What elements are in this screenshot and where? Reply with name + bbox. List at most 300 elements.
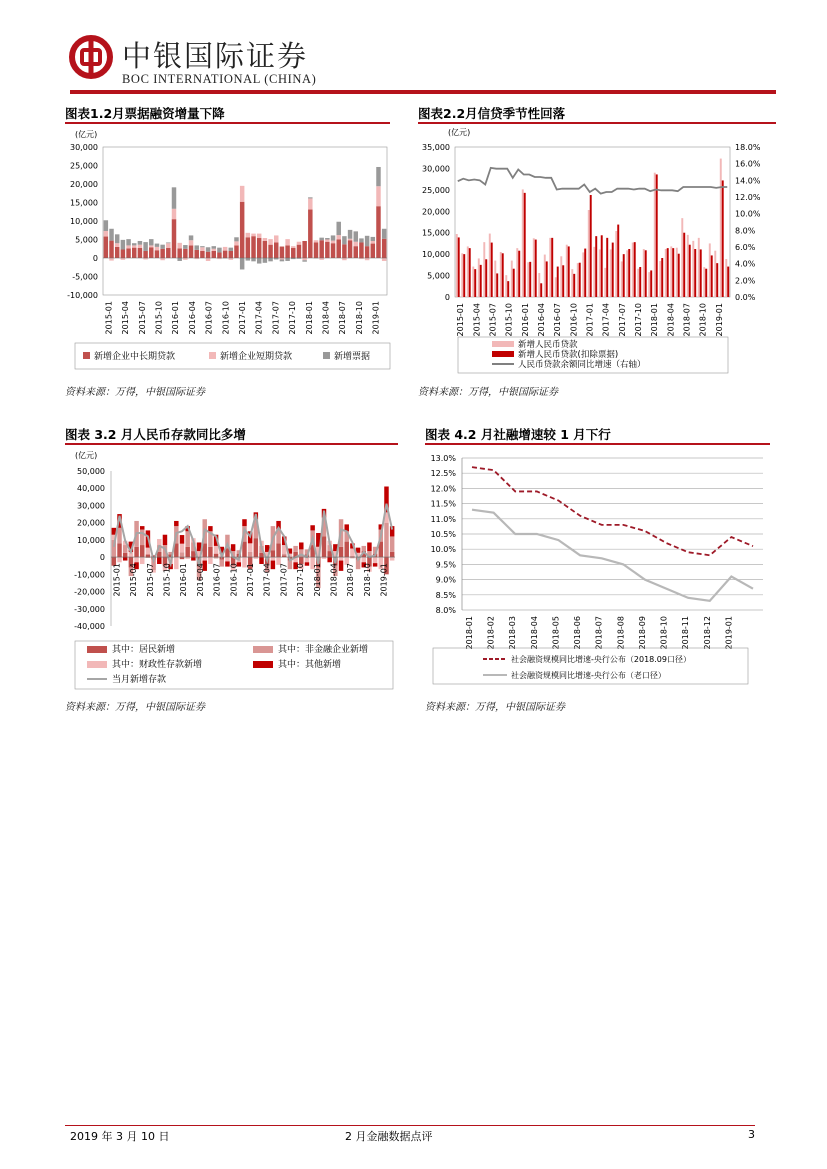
chart1-x-tick-label: 2018-07	[338, 301, 348, 335]
chart2-legend-swatch	[492, 341, 514, 347]
chart2-x-tick-label: 2016-01	[520, 303, 530, 337]
chart2-x-tick-label: 2017-01	[585, 303, 595, 337]
chart2-bar-loan	[648, 272, 650, 297]
chart2-title-rule	[418, 122, 776, 124]
chart1-bar-longterm	[268, 245, 272, 258]
chart4-x-tick-label: 2019-01	[724, 616, 734, 650]
chart3-bar-household	[180, 557, 184, 559]
chart2-bar-loan-ex-bill	[672, 248, 674, 297]
chart1-bar-shortterm	[274, 235, 278, 242]
chart2-bar-loan	[703, 267, 705, 297]
chart2-title: 图表2.2月信贷季节性回落	[418, 106, 566, 121]
chart2-bar-loan	[643, 249, 645, 297]
chart1-bar-longterm	[257, 238, 261, 258]
chart2-source: 资料来源：万得，中银国际证券	[418, 387, 558, 398]
chart1-title: 图表1.2月票据融资增量下降	[65, 106, 225, 121]
chart3-bar-other	[299, 542, 303, 549]
chart1-bar-shortterm	[354, 242, 358, 246]
chart1-bar-bill	[348, 230, 352, 239]
chart4-x-tick-label: 2018-03	[508, 616, 518, 650]
chart2-bar-loan	[544, 255, 546, 297]
chart1-bar-bill	[155, 244, 159, 247]
chart1-bar-bill	[325, 238, 329, 239]
chart3-bar-household	[322, 536, 326, 557]
chart2-y-tick-label: 15,000	[422, 228, 450, 238]
chart3-bar-corporate	[185, 531, 189, 547]
chart1-bar-bill	[336, 222, 340, 235]
chart3-bar-fiscal	[174, 557, 178, 569]
chart3-bar-corporate	[117, 528, 121, 544]
chart1-bar-longterm	[336, 240, 340, 259]
chart3-bar-corporate	[384, 523, 388, 557]
chart2-bar-loan-ex-bill	[463, 254, 465, 297]
company-name-cn: 中银国际证券	[122, 39, 309, 73]
chart1-bar-longterm	[234, 245, 238, 258]
chart4-x-tick-label: 2018-04	[529, 616, 539, 650]
chart2-bar-loan	[483, 242, 485, 297]
chart2-bar-loan-ex-bill	[573, 274, 575, 297]
chart1-bar-longterm	[354, 246, 358, 258]
chart2-legend-label: 人民币贷款余额同比增速（右轴）	[518, 360, 646, 370]
chart2-bar-loan-ex-bill	[568, 246, 570, 297]
chart2-y2-tick-label: 16.0%	[735, 159, 761, 169]
chart2-bar-loan-ex-bill	[606, 238, 608, 297]
chart1-bar-shortterm	[149, 245, 153, 247]
chart1-bar-shortterm	[376, 186, 380, 206]
chart4-x-tick-label: 2018-05	[551, 616, 561, 650]
chart1-bar-bill	[263, 258, 267, 263]
chart4-x-tick-label: 2018-09	[637, 616, 647, 650]
chart1-x-tick-label: 2016-07	[204, 301, 214, 335]
chart4-y-tick-label: 12.5%	[430, 469, 456, 479]
chart3-bar-household	[390, 552, 394, 557]
chart4-x-tick-label: 2018-08	[616, 616, 626, 650]
chart3-bar-other	[163, 535, 167, 545]
chart2-legend-label: 新增人民币贷款(扣除票据)	[518, 350, 619, 360]
chart1-bar-shortterm	[268, 239, 272, 245]
chart3-bar-household	[344, 542, 348, 558]
chart4-x-tick-label: 2018-12	[702, 616, 712, 650]
chart1-x-tick-label: 2016-01	[171, 301, 181, 335]
chart2-bar-loan	[593, 247, 595, 297]
chart3-bar-household	[117, 543, 121, 557]
chart3-bar-corporate	[140, 530, 144, 546]
chart1-bar-shortterm	[302, 258, 306, 260]
chart1-bar-bill	[246, 258, 250, 261]
chart1-bar-longterm	[291, 248, 295, 258]
chart3-y-tick-label: -40,000	[74, 622, 105, 631]
chart1-bar-longterm	[160, 249, 164, 258]
chart1-bar-longterm	[263, 241, 267, 258]
chart1-legend-label: 新增企业中长期贷款	[94, 352, 176, 362]
chart3-bar-other	[259, 557, 263, 564]
chart3-legend-swatch	[253, 661, 273, 668]
chart3-y-tick-label: -30,000	[74, 604, 105, 614]
chart1-bar-bill	[166, 242, 170, 243]
chart1-bar-shortterm	[177, 243, 181, 249]
chart2-bar-loan-ex-bill	[634, 242, 636, 297]
chart2-bar-loan	[714, 251, 716, 297]
chart2-bar-loan-ex-bill	[694, 249, 696, 297]
chart2-line-loan-growth	[458, 168, 728, 194]
chart2-bar-loan-ex-bill	[645, 250, 647, 297]
chart1-y-tick-label: 5,000	[75, 235, 98, 245]
chart4-y-tick-label: 10.5%	[430, 530, 456, 539]
chart2-bar-loan	[665, 249, 667, 297]
chart1-bar-shortterm	[104, 231, 108, 237]
chart2-bar-loan-ex-bill	[491, 243, 493, 297]
chart3-legend-swatch	[253, 646, 273, 653]
chart3-bar-other	[310, 525, 314, 530]
chart3-y-tick-label: 20,000	[77, 518, 105, 528]
header-divider	[70, 90, 776, 94]
chart2-bar-loan	[560, 256, 562, 297]
chart2-bar-loan	[577, 263, 579, 297]
chart1-bar-bill	[200, 246, 204, 247]
chart3-bar-other	[191, 557, 195, 560]
chart3-bar-corporate	[282, 554, 286, 556]
chart2-x-tick-label: 2018-04	[666, 303, 676, 337]
chart2-x-tick-label: 2017-07	[617, 303, 627, 337]
chart4-title-rule	[425, 443, 770, 445]
chart1-bar-longterm	[149, 247, 153, 258]
chart3-y-tick-label: 0	[99, 553, 105, 563]
chart1-bar-longterm	[217, 252, 221, 258]
chart2-y2-tick-label: 14.0%	[735, 176, 761, 186]
chart1-x-tick-label: 2015-10	[154, 301, 164, 335]
chart3-bar-other	[208, 526, 212, 531]
chart1-bar-bill	[149, 239, 153, 245]
chart3-bar-fiscal	[146, 548, 150, 555]
chart1-bar-longterm	[177, 248, 181, 258]
chart1-bar-shortterm	[172, 209, 176, 219]
chart1-bar-bill	[121, 240, 125, 250]
chart2-bar-loan	[555, 277, 557, 297]
chart2-bar-loan-ex-bill	[612, 243, 614, 297]
chart3-bar-household	[123, 553, 127, 557]
chart2-y2-tick-label: 0.0%	[735, 293, 756, 302]
chart1-bar-bill	[268, 258, 272, 261]
chart2-bar-loan	[692, 241, 694, 297]
chart4-y-tick-label: 9.0%	[435, 575, 456, 585]
chart2-bar-loan-ex-bill	[628, 249, 630, 297]
chart1-bar-bill	[376, 167, 380, 186]
chart1-figure	[65, 125, 395, 375]
chart1-bar-bill	[126, 239, 130, 245]
chart2-bar-loan	[599, 249, 601, 297]
chart3-legend-label: 其中：非金融企业新增	[278, 645, 369, 655]
chart4-source: 资料来源：万得，中银国际证券	[425, 702, 565, 713]
chart3-legend-label: 当月新增存款	[112, 675, 167, 685]
chart3-bar-other	[174, 521, 178, 526]
chart3-x-tick-label: 2016-01	[179, 563, 189, 597]
chart2-y-tick-label: 10,000	[422, 250, 450, 260]
chart1-bar-bill	[285, 258, 289, 261]
chart2-bar-loan-ex-bill	[617, 225, 619, 297]
chart2-bar-loan-ex-bill	[546, 261, 548, 297]
chart1-y-tick-label: 25,000	[70, 161, 98, 171]
chart4-y-tick-label: 8.0%	[435, 606, 456, 615]
chart2-bar-loan	[588, 210, 590, 297]
chart2-y-tick-label: 30,000	[422, 164, 450, 174]
chart2-bar-loan-ex-bill	[507, 281, 509, 297]
chart2-bar-loan-ex-bill	[584, 249, 586, 297]
chart3-bar-household	[140, 545, 144, 557]
chart1-bar-bill	[132, 243, 136, 245]
chart4-y-tick-label: 12.0%	[430, 484, 456, 494]
chart1-bar-bill	[319, 238, 323, 241]
chart2-bar-loan	[582, 252, 584, 297]
chart2-bar-loan	[659, 261, 661, 297]
chart1-bar-bill	[354, 231, 358, 241]
chart2-bar-loan	[720, 159, 722, 297]
chart3-bar-corporate	[248, 552, 252, 557]
chart2-bar-loan	[725, 259, 727, 297]
chart1-bar-longterm	[274, 242, 278, 258]
chart1-bar-bill	[342, 236, 346, 244]
chart1-bar-longterm	[246, 237, 250, 258]
chart1-bar-bill	[280, 259, 284, 261]
chart1-x-tick-label: 2017-01	[238, 301, 247, 335]
chart1-source: 资料来源：万得，中银国际证券	[65, 387, 205, 398]
chart1-bar-longterm	[285, 245, 289, 258]
chart2-bar-loan	[687, 235, 689, 297]
chart4-x-tick-label: 2018-10	[659, 616, 669, 650]
chart2-bar-loan-ex-bill	[678, 254, 680, 297]
chart2-x-tick-label: 2016-10	[569, 303, 579, 337]
chart3-x-tick-label: 2015-04	[129, 563, 139, 597]
chart3-x-tick-label: 2017-10	[296, 563, 306, 597]
chart3-source: 资料来源：万得，中银国际证券	[65, 702, 205, 713]
chart1-legend-swatch	[83, 352, 90, 359]
chart1-bar-longterm	[365, 246, 369, 258]
chart1-bar-bill	[206, 247, 210, 251]
chart3-bar-household	[208, 547, 212, 557]
chart3-figure	[65, 446, 400, 694]
chart1-bar-bill	[257, 258, 261, 264]
chart1-bar-longterm	[240, 202, 244, 258]
chart1-bar-shortterm	[251, 234, 255, 237]
chart1-bar-bill	[160, 245, 164, 249]
chart1-bar-longterm	[297, 245, 301, 258]
chart1-bar-shortterm	[291, 246, 295, 248]
chart1-y-tick-label: 30,000	[70, 143, 98, 152]
chart2-unit-label: (亿元)	[448, 128, 471, 137]
chart1-bar-shortterm	[109, 258, 113, 261]
chart3-x-tick-label: 2019-01	[379, 563, 389, 597]
chart2-x-tick-label: 2016-07	[553, 303, 563, 337]
chart3-x-tick-label: 2017-07	[279, 563, 289, 597]
chart1-bar-shortterm	[212, 249, 216, 251]
chart1-bar-longterm	[183, 249, 187, 258]
chart4-y-tick-label: 11.0%	[430, 514, 456, 524]
chart2-figure	[418, 125, 778, 375]
chart1-bar-longterm	[223, 251, 227, 258]
chart2-bar-loan	[538, 273, 540, 297]
chart1-x-tick-label: 2017-10	[288, 301, 298, 335]
chart1-bar-shortterm	[314, 240, 318, 242]
chart4-y-tick-label: 11.5%	[430, 499, 456, 509]
chart1-y-tick-label: 0	[92, 254, 98, 263]
chart4-y-tick-label: 8.5%	[435, 590, 456, 600]
chart4-x-tick-label: 2018-01	[465, 616, 474, 650]
chart1-bar-longterm	[121, 249, 125, 258]
chart3-x-tick-label: 2016-04	[195, 563, 205, 597]
chart4-legend-label: 社会融资规模同比增速-央行公布（2018.09口径）	[511, 655, 691, 664]
chart3-bar-fiscal	[362, 557, 366, 562]
chart1-bar-shortterm	[308, 198, 312, 209]
footer-page-number: 3	[748, 1128, 755, 1141]
chart3-title: 图表 3.2 月人民币存款同比多增	[65, 427, 246, 442]
chart2-bar-loan	[511, 261, 513, 297]
chart3-x-tick-label: 2018-01	[312, 563, 322, 597]
chart2-bar-loan-ex-bill	[683, 233, 685, 297]
chart2-bar-loan	[670, 246, 672, 297]
chart1-bar-bill	[172, 187, 176, 208]
chart1-bar-shortterm	[365, 258, 369, 260]
chart2-bar-loan	[467, 246, 469, 297]
chart1-bar-longterm	[212, 251, 216, 258]
chart2-x-tick-label: 2018-07	[682, 303, 692, 337]
chart1-bar-shortterm	[336, 235, 340, 239]
chart2-bar-loan-ex-bill	[661, 258, 663, 297]
chart3-bar-other	[367, 542, 371, 551]
chart1-bar-longterm	[229, 251, 233, 258]
chart2-bar-loan-ex-bill	[458, 237, 460, 297]
chart3-y-tick-label: 10,000	[77, 535, 105, 545]
chart1-bar-bill	[104, 220, 108, 231]
chart2-bar-loan-ex-bill	[650, 270, 652, 297]
chart2-y-tick-label: 35,000	[422, 143, 450, 152]
chart2-bar-loan-ex-bill	[601, 235, 603, 297]
chart3-x-tick-label: 2017-01	[246, 563, 255, 597]
chart1-bar-longterm	[319, 240, 323, 258]
chart2-bar-loan-ex-bill	[727, 267, 729, 297]
chart2-bar-loan	[527, 262, 529, 297]
chart1-unit-label: (亿元)	[75, 130, 98, 139]
chart2-y2-tick-label: 8.0%	[735, 226, 756, 236]
chart1-bar-bill	[308, 197, 312, 198]
chart1-x-tick-label: 2018-04	[321, 301, 331, 335]
chart2-bar-loan	[472, 267, 474, 297]
chart1-x-tick-label: 2015-01	[104, 301, 114, 335]
chart2-bar-loan-ex-bill	[485, 259, 487, 297]
chart1-bar-shortterm	[138, 245, 142, 248]
chart1-bar-shortterm	[263, 238, 267, 241]
chart1-bar-bill	[115, 234, 119, 243]
chart4-y-tick-label: 9.5%	[435, 560, 456, 570]
chart2-bar-loan-ex-bill	[502, 253, 504, 297]
chart3-legend-label: 其中：财政性存款新增	[112, 660, 203, 670]
chart1-bar-shortterm	[234, 241, 238, 245]
chart1-bar-longterm	[251, 236, 255, 258]
chart3-bar-household	[254, 538, 258, 557]
chart2-bar-loan	[621, 261, 623, 297]
chart1-bar-longterm	[200, 251, 204, 258]
chart1-bar-longterm	[132, 248, 136, 258]
chart1-bar-shortterm	[166, 243, 170, 248]
chart3-legend-swatch	[87, 661, 107, 668]
chart2-x-tick-label: 2017-10	[634, 303, 644, 337]
chart2-bar-loan-ex-bill	[656, 174, 658, 297]
chart3-unit-label: (亿元)	[75, 451, 98, 460]
chart2-y2-tick-label: 10.0%	[735, 209, 761, 219]
chart2-x-tick-label: 2015-04	[472, 303, 482, 337]
chart3-y-tick-label: -10,000	[74, 570, 105, 580]
chart1-bar-shortterm	[240, 186, 244, 202]
chart1-x-tick-label: 2017-07	[271, 301, 281, 335]
chart3-bar-other	[180, 535, 184, 544]
chart1-bar-longterm	[109, 241, 113, 258]
chart3-bar-other	[305, 562, 309, 565]
chart1-bar-bill	[212, 246, 216, 249]
chart4-line-new-caliber	[472, 467, 753, 555]
chart1-bar-longterm	[348, 240, 352, 258]
chart1-y-tick-label: -10,000	[67, 291, 98, 300]
chart1-bar-bill	[194, 245, 198, 249]
chart1-bar-longterm	[143, 251, 147, 258]
chart2-y2-tick-label: 18.0%	[735, 143, 761, 152]
chart2-bar-loan-ex-bill	[557, 267, 559, 297]
chart1-legend-label: 新增票据	[334, 352, 371, 362]
footer-divider	[65, 1125, 755, 1126]
chart1-bar-longterm	[206, 252, 210, 258]
chart3-x-tick-label: 2018-04	[329, 563, 339, 597]
chart3-x-tick-label: 2015-07	[145, 563, 155, 597]
chart3-y-tick-label: 50,000	[77, 467, 105, 476]
chart1-bar-shortterm	[160, 258, 164, 260]
chart2-y-tick-label: 20,000	[422, 207, 450, 217]
chart1-bar-longterm	[104, 237, 108, 258]
chart2-bar-loan-ex-bill	[551, 238, 553, 297]
chart3-bar-corporate	[362, 546, 366, 551]
chart1-legend-swatch	[323, 352, 330, 359]
chart2-bar-loan	[610, 249, 612, 297]
chart3-bar-fiscal	[248, 543, 252, 552]
chart1-bar-bill	[189, 235, 193, 240]
chart1-legend-swatch	[209, 352, 216, 359]
chart3-x-tick-label: 2015-01	[112, 563, 122, 597]
chart1-bar-shortterm	[257, 234, 261, 238]
chart4-x-tick-label: 2018-07	[594, 616, 604, 650]
chart1-x-tick-label: 2015-07	[137, 301, 147, 335]
chart2-y2-tick-label: 12.0%	[735, 193, 761, 202]
chart2-y2-tick-label: 4.0%	[735, 259, 756, 269]
chart3-x-tick-label: 2017-04	[262, 563, 272, 597]
footer-date: 2019 年 3 月 10 日	[70, 1130, 170, 1143]
chart1-bar-bill	[138, 241, 142, 245]
chart1-bar-longterm	[342, 244, 346, 258]
chart4-y-tick-label: 13.0%	[430, 454, 456, 463]
chart1-bar-longterm	[155, 250, 159, 258]
chart2-bar-loan	[522, 189, 524, 297]
chart1-bar-shortterm	[115, 243, 119, 247]
chart3-bar-household	[185, 547, 189, 557]
chart3-bar-other	[140, 526, 144, 529]
chart2-bar-loan-ex-bill	[562, 265, 564, 297]
chart2-y2-tick-label: 2.0%	[735, 276, 756, 286]
chart1-x-tick-label: 2016-10	[221, 301, 231, 335]
chart2-bar-loan	[615, 231, 617, 297]
chart2-bar-loan	[516, 248, 518, 297]
chart1-bar-shortterm	[132, 245, 136, 247]
chart3-y-tick-label: -20,000	[74, 587, 105, 597]
chart4-x-tick-label: 2018-02	[486, 616, 496, 650]
chart1-bar-bill	[177, 258, 181, 261]
chart2-x-tick-label: 2015-10	[504, 303, 514, 337]
chart1-bar-shortterm	[285, 239, 289, 245]
chart3-y-tick-label: 30,000	[77, 501, 105, 511]
